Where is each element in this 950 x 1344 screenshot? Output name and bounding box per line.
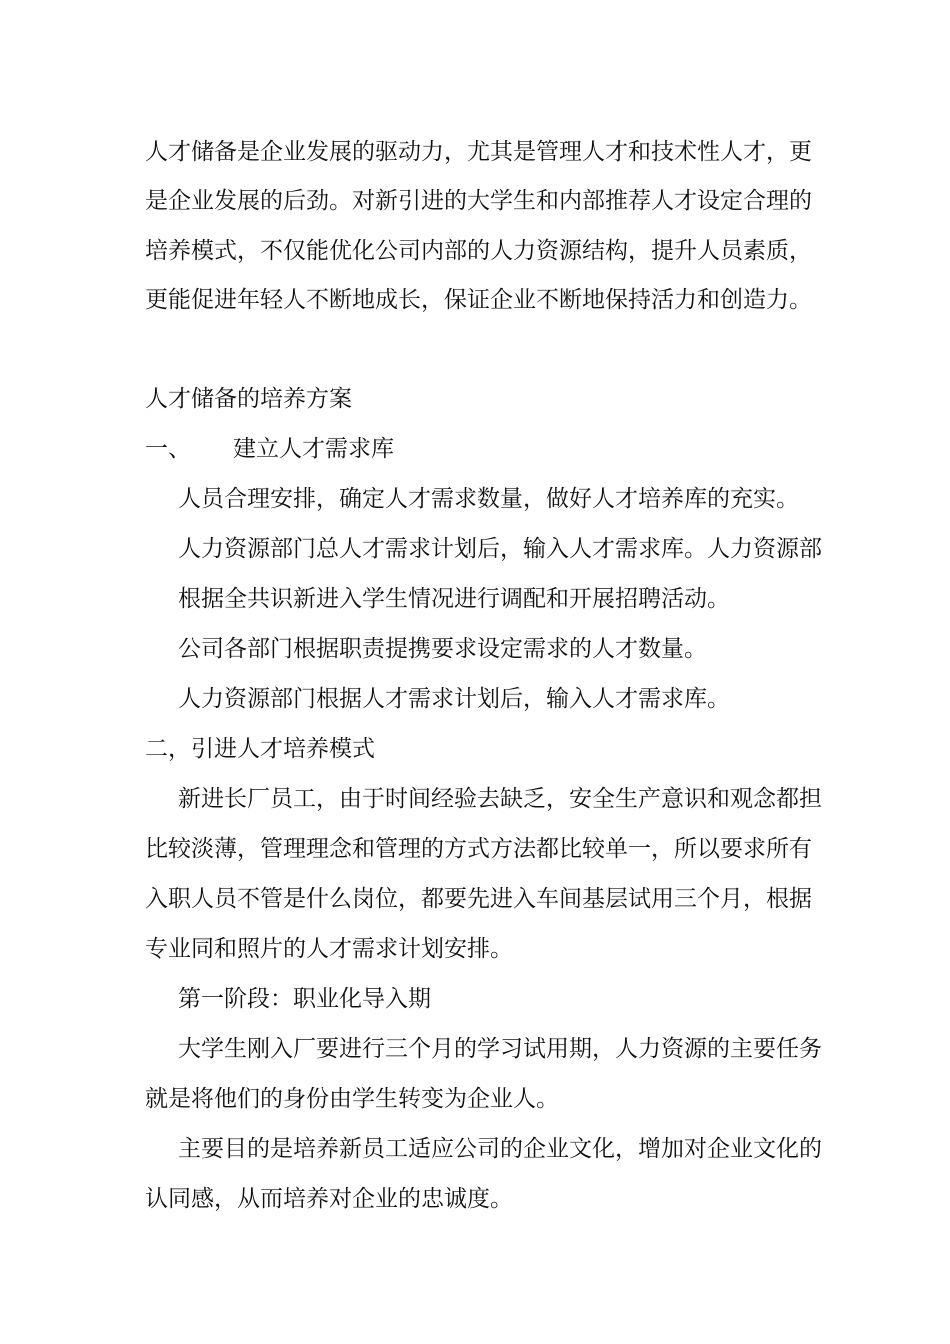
intro-line: 人才储备是企业发展的驱动力，尤其是管理人才和技术性人才，更 [145,139,812,165]
section1-title: 建立人才需求库 [233,436,394,462]
intro-line: 培养模式，不仅能优化公司内部的人力资源结构，提升人员素质， [145,238,812,264]
section1-line: 人力资源部门根据人才需求计划后，输入人才需求库。 [178,686,730,712]
section2-para2-line: 大学生刚入厂要进行三个月的学习试用期，人力资源的主要任务 [178,1036,822,1062]
section2-para3-line: 主要目的是培养新员工适应公司的企业文化，增加对企业文化的 [178,1136,822,1162]
section2-para1-line: 入职人员不管是什么岗位，都要先进入车间基层试用三个月，根据 [145,886,812,912]
section2-para1-line: 新进长厂员工，由于时间经验去缺乏，安全生产意识和观念都担 [178,786,822,812]
intro-line: 更能促进年轻人不断地成长，保证企业不断地保持活力和创造力。 [145,287,812,313]
intro-line: 是企业发展的后劲。对新引进的大学生和内部推荐人才设定合理的 [145,188,812,214]
section2-para1-line: 专业同和照片的人才需求计划安排。 [145,936,513,962]
section1-line: 公司各部门根据职责提携要求设定需求的人才数量。 [178,636,707,662]
section1-heading [145,434,394,464]
stage1-title: 第一阶段：职业化导入期 [178,986,431,1012]
section1-line: 人员合理安排，确定人才需求数量，做好人才培养库的充实。 [178,486,799,512]
plan-title: 人才储备的培养方案 [145,386,352,412]
section2-heading: 二，引进人才培养模式 [145,736,375,762]
section2-para2-line: 就是将他们的身份由学生转变为企业人。 [145,1086,559,1112]
section2-para3-line: 认同感，从而培养对企业的忠诚度。 [145,1186,513,1212]
section1-line: 根据全共识新进入学生情况进行调配和开展招聘活动。 [178,586,730,612]
section2-para1-line: 比较淡薄，管理理念和管理的方式方法都比较单一，所以要求所有 [145,836,812,862]
section1-number: 一、 [145,436,191,462]
section1-line: 人力资源部门总人才需求计划后，输入人才需求库。人力资源部 [178,536,822,562]
